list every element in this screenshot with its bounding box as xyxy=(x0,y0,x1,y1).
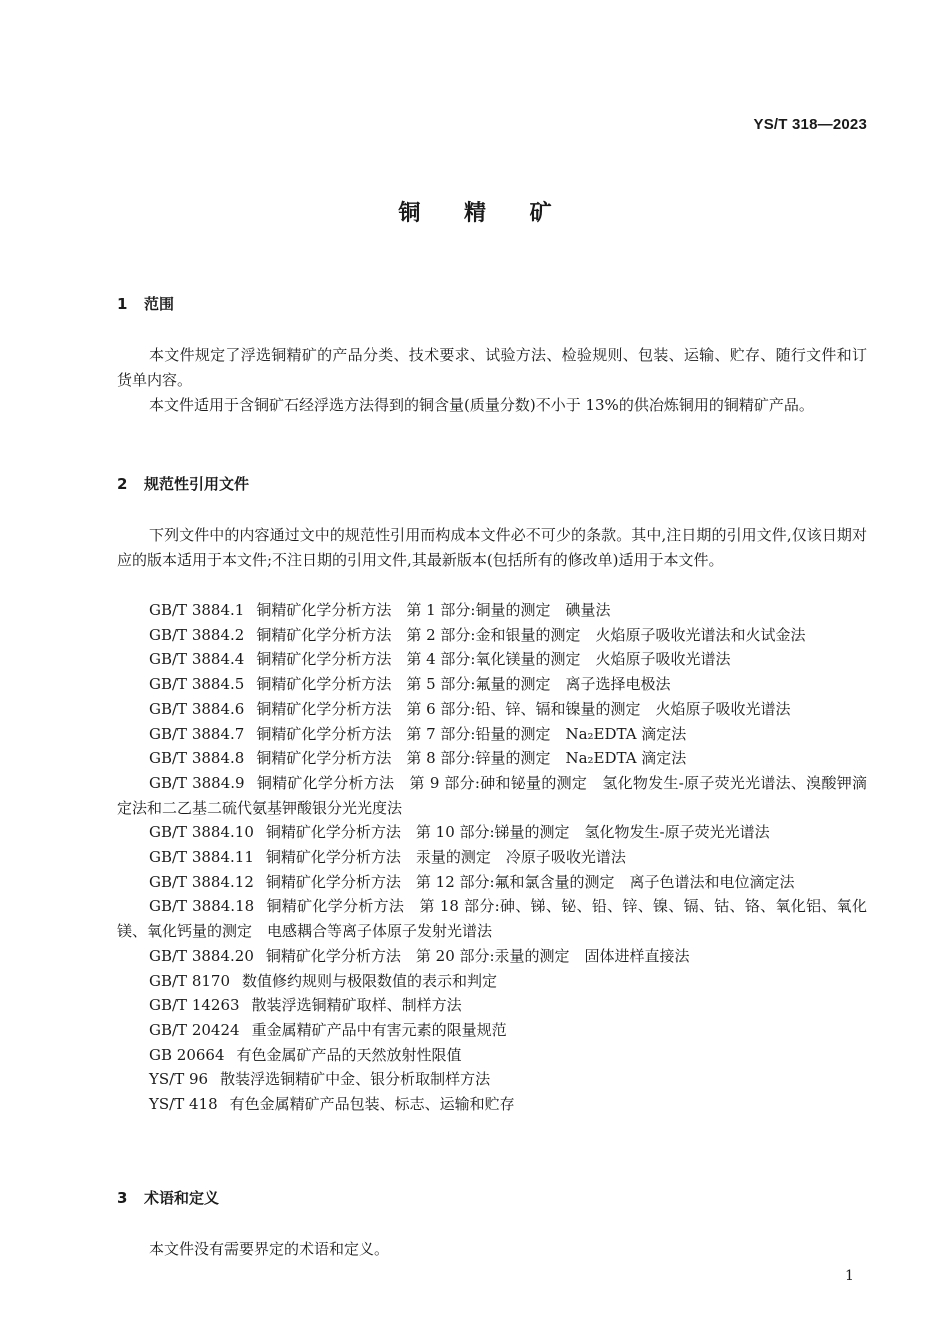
reference-title: 铜精矿化学分析方法 第 5 部分:氟量的测定 离子选择电极法 xyxy=(256,675,671,694)
terms-paragraph: 本文件没有需要界定的术语和定义。 xyxy=(149,1240,390,1258)
reference-title: 铜精矿化学分析方法 第 7 部分:铅量的测定 Na₂EDTA 滴定法 xyxy=(256,724,687,743)
reference-item xyxy=(117,647,867,672)
reference-code: GB/T 3884.12 xyxy=(149,872,254,891)
reference-list xyxy=(117,598,867,1117)
reference-code: YS/T 96 xyxy=(149,1070,209,1089)
reference-title: 铜精矿化学分析方法 第 6 部分:铅、锌、镉和镍量的测定 火焰原子吸收光谱法 xyxy=(256,699,791,718)
reference-title: 铜精矿化学分析方法 第 8 部分:锌量的测定 Na₂EDTA 滴定法 xyxy=(256,749,687,768)
reference-title: 铜精矿化学分析方法 第 20 部分:汞量的测定 固体进样直接法 xyxy=(265,946,690,965)
reference-title: 铜精矿化学分析方法 第 4 部分:氧化镁量的测定 火焰原子吸收光谱法 xyxy=(256,650,731,669)
reference-code: YS/T 418 xyxy=(149,1095,218,1114)
reference-item xyxy=(117,598,867,623)
reference-item xyxy=(117,820,867,845)
reference-code: GB/T 3884.9 xyxy=(149,773,245,792)
reference-title: 铜精矿化学分析方法 第 9 部分:砷和铋量的测定 氢化物发生-原子荧光光谱法、溴酸钾滴定法和二乙基二硫代氨基钾酸银分光光度法 xyxy=(117,773,867,817)
reference-item xyxy=(117,1067,867,1092)
document-title: 铜 精 矿 xyxy=(398,201,570,226)
reference-item xyxy=(117,969,867,994)
reference-code: GB/T 3884.10 xyxy=(149,823,254,842)
reference-code: GB/T 3884.11 xyxy=(149,848,254,867)
reference-code: GB/T 3884.18 xyxy=(149,897,255,916)
section-title: 规范性引用文件 xyxy=(144,475,250,493)
section-title: 范围 xyxy=(144,295,175,313)
reference-item xyxy=(117,944,867,969)
reference-code: GB/T 3884.5 xyxy=(149,675,245,694)
reference-item xyxy=(117,894,867,943)
reference-code: GB/T 3884.7 xyxy=(149,724,245,743)
reference-code: GB/T 3884.8 xyxy=(149,749,245,768)
reference-code: GB/T 3884.6 xyxy=(149,699,245,718)
reference-item xyxy=(117,993,867,1018)
reference-code: GB/T 3884.20 xyxy=(149,946,254,965)
reference-code: GB/T 3884.4 xyxy=(149,650,245,669)
reference-title: 铜精矿化学分析方法 第 18 部分:砷、锑、铋、铅、锌、镍、镉、钴、铬、氧化铝、氧化镁、氧化钙量的测定 电感耦合等离子体原子发射光谱法 xyxy=(117,897,867,941)
reference-title: 数值修约规则与极限数值的表示和判定 xyxy=(242,971,498,990)
scope-paragraph-1: 本文件规定了浮选铜精矿的产品分类、技术要求、试验方法、检验规则、包装、运输、贮存、随行文件和订货单内容。 xyxy=(117,346,867,389)
reference-item xyxy=(117,1043,867,1068)
reference-code: GB/T 3884.2 xyxy=(149,625,245,644)
reference-title: 铜精矿化学分析方法 第 12 部分:氟和氯含量的测定 离子色谱法和电位滴定法 xyxy=(265,872,795,891)
section-number: 2 xyxy=(117,475,128,493)
reference-title: 铜精矿化学分析方法 汞量的测定 冷原子吸收光谱法 xyxy=(265,848,626,867)
section-heading-normative-references xyxy=(117,473,249,494)
reference-code: GB/T 3884.1 xyxy=(149,601,245,619)
standard-number: YS/T 318—2023 xyxy=(753,116,867,133)
reference-title: 铜精矿化学分析方法 第 10 部分:锑量的测定 氢化物发生-原子荧光光谱法 xyxy=(265,823,770,842)
reference-title: 散装浮选铜精矿取样、制样方法 xyxy=(251,996,462,1015)
reference-item xyxy=(117,623,867,648)
reference-item xyxy=(117,1092,867,1117)
reference-item xyxy=(117,722,867,747)
reference-item xyxy=(117,771,867,820)
reference-code: GB 20664 xyxy=(149,1045,225,1064)
references-intro-paragraph: 下列文件中的内容通过文中的规范性引用而构成本文件必不可少的条款。其中,注日期的引用文件,仅该日期对应的版本适用于本文件;不注日期的引用文件,其最新版本(包括所有的修改单)适用于本文件。 xyxy=(117,526,867,569)
section-title: 术语和定义 xyxy=(144,1189,220,1207)
reference-item xyxy=(117,746,867,771)
section-heading-scope xyxy=(117,293,174,314)
reference-item xyxy=(117,697,867,722)
reference-title: 有色金属矿产品的天然放射性限值 xyxy=(236,1045,462,1064)
reference-title: 散装浮选铜精矿中金、银分析取制样方法 xyxy=(220,1070,491,1089)
reference-title: 铜精矿化学分析方法 第 2 部分:金和银量的测定 火焰原子吸收光谱法和火试金法 xyxy=(256,625,806,644)
reference-code: GB/T 20424 xyxy=(149,1020,240,1039)
reference-item xyxy=(117,845,867,870)
reference-title: 铜精矿化学分析方法 第 1 部分:铜量的测定 碘量法 xyxy=(256,601,611,619)
section-heading-terms-and-definitions xyxy=(117,1187,219,1208)
reference-code: GB/T 8170 xyxy=(149,971,231,990)
reference-title: 重金属精矿产品中有害元素的限量规范 xyxy=(251,1020,507,1039)
section-number: 1 xyxy=(117,295,128,313)
reference-item xyxy=(117,1018,867,1043)
reference-item xyxy=(117,870,867,895)
section-number: 3 xyxy=(117,1189,128,1207)
reference-title: 有色金属精矿产品包装、标志、运输和贮存 xyxy=(229,1095,515,1114)
page-number: 1 xyxy=(845,1268,854,1284)
reference-code: GB/T 14263 xyxy=(149,996,240,1015)
reference-item xyxy=(117,672,867,697)
scope-paragraph-2: 本文件适用于含铜矿石经浮选方法得到的铜含量(质量分数)不小于 13%的供冶炼铜用的铜精矿产品。 xyxy=(149,396,814,414)
